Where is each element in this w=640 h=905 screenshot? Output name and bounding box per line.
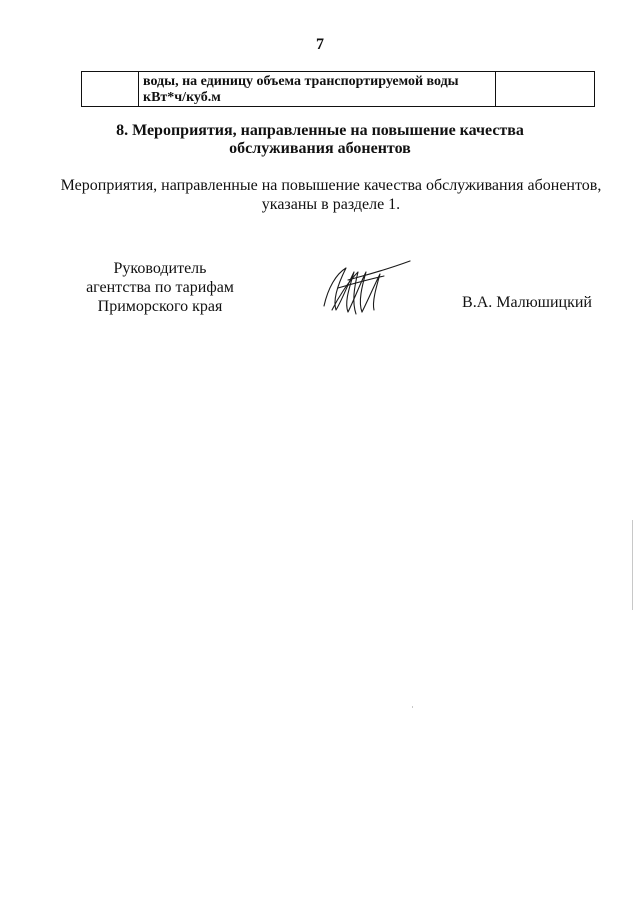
section-text [60, 176, 602, 214]
page-number: 7 [316, 36, 324, 53]
section-text-line1: Мероприятия, направленные на повышение качества обслуживания абонентов, [60, 177, 602, 194]
section-title [0, 122, 640, 158]
signer-position-line3: Приморского края [97, 298, 223, 315]
signer-position-line1: Руководитель [113, 260, 207, 277]
section-title-line2: обслуживания абонентов [229, 140, 411, 157]
table-cell-empty-right [496, 72, 595, 107]
table-cell-description [139, 72, 496, 107]
table-cell-line: воды, на единицу объема транспортируемой воды [143, 74, 459, 89]
signer-position [70, 259, 250, 316]
handwritten-signature [318, 258, 418, 320]
section-text-line2: указаны в разделе 1. [261, 196, 401, 213]
scan-edge-mark [632, 520, 633, 610]
signer-position-line2: агентства по тарифам [86, 279, 234, 296]
table-row [82, 72, 595, 107]
table-cell-empty-left [82, 72, 139, 107]
signer-name: В.А. Малюшицкий [462, 294, 592, 311]
section-title-line1: 8. Мероприятия, направленные на повышение качества [116, 122, 524, 139]
scan-edge-mark [412, 706, 413, 708]
table-cell-unit: кВт*ч/куб.м [143, 90, 221, 105]
table-fragment [81, 71, 595, 107]
